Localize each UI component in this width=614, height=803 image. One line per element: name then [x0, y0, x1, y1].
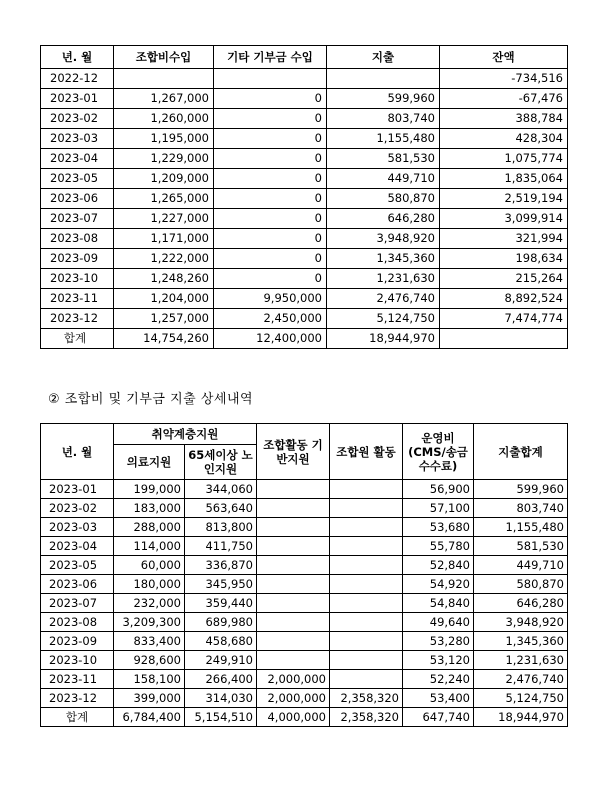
table-row [41, 129, 568, 149]
row-month-cell: 2023-11 [41, 289, 114, 309]
row-value-cell: 1,345,360 [327, 249, 440, 269]
row-month-cell: 2023-04 [41, 537, 114, 556]
row-month-cell: 2023-10 [41, 651, 114, 670]
table-row [41, 594, 568, 613]
row-value-cell: 8,892,524 [440, 289, 568, 309]
table1-body [41, 69, 568, 349]
table-row [41, 109, 568, 129]
row-value-cell [257, 594, 330, 613]
row-month-cell: 2023-06 [41, 189, 114, 209]
row-value-cell [257, 518, 330, 537]
total-value-cell: 6,784,400 [114, 708, 185, 727]
row-value-cell: 803,740 [474, 499, 568, 518]
row-value-cell: 5,124,750 [474, 689, 568, 708]
header-union-activity-support: 조합활동 기반지원 [257, 424, 330, 480]
row-value-cell: 3,948,920 [327, 229, 440, 249]
header-vulnerable-support: 취약계층지원 [114, 424, 257, 445]
row-month-cell: 2023-08 [41, 229, 114, 249]
table2-header-row-1 [41, 424, 568, 445]
row-month-cell: 2023-07 [41, 209, 114, 229]
row-value-cell [214, 69, 327, 89]
table-row [41, 69, 568, 89]
table2-body [41, 480, 568, 727]
table-row [41, 189, 568, 209]
row-value-cell: 158,100 [114, 670, 185, 689]
row-month-cell: 2023-02 [41, 109, 114, 129]
row-value-cell: 1,222,000 [114, 249, 214, 269]
row-value-cell [330, 632, 403, 651]
row-value-cell: 53,280 [403, 632, 474, 651]
total-label: 합계 [41, 708, 114, 727]
row-value-cell: 2,358,320 [330, 689, 403, 708]
total-value-cell: 4,000,000 [257, 708, 330, 727]
row-value-cell [330, 670, 403, 689]
header-union-fee-income: 조합비수입 [114, 46, 214, 69]
table-row [41, 613, 568, 632]
header-medical-support: 의료지원 [114, 445, 185, 480]
row-value-cell: 1,257,000 [114, 309, 214, 329]
row-value-cell: 54,920 [403, 575, 474, 594]
row-value-cell: 54,840 [403, 594, 474, 613]
row-month-cell: 2023-07 [41, 594, 114, 613]
row-value-cell: 411,750 [185, 537, 257, 556]
row-month-cell: 2023-03 [41, 518, 114, 537]
table-row [41, 229, 568, 249]
row-value-cell: 57,100 [403, 499, 474, 518]
row-value-cell: 0 [214, 269, 327, 289]
row-month-cell: 2022-12 [41, 69, 114, 89]
table-row [41, 269, 568, 289]
header-balance: 잔액 [440, 46, 568, 69]
table-row [41, 480, 568, 499]
table-row [41, 537, 568, 556]
row-value-cell: 928,600 [114, 651, 185, 670]
header-expense: 지출 [327, 46, 440, 69]
row-value-cell [257, 651, 330, 670]
table-row [41, 670, 568, 689]
row-value-cell: 1,171,000 [114, 229, 214, 249]
income-balance-table [40, 45, 568, 349]
table-row [41, 518, 568, 537]
row-value-cell: 2,476,740 [327, 289, 440, 309]
row-value-cell: 288,000 [114, 518, 185, 537]
row-value-cell: 53,400 [403, 689, 474, 708]
table-row [41, 149, 568, 169]
row-value-cell: 55,780 [403, 537, 474, 556]
row-value-cell: 3,948,920 [474, 613, 568, 632]
row-month-cell: 2023-05 [41, 169, 114, 189]
row-value-cell: 0 [214, 109, 327, 129]
table-row [41, 575, 568, 594]
row-month-cell: 2023-10 [41, 269, 114, 289]
row-month-cell: 2023-06 [41, 575, 114, 594]
row-value-cell: 0 [214, 229, 327, 249]
row-month-cell: 2023-08 [41, 613, 114, 632]
row-value-cell [257, 499, 330, 518]
row-value-cell: 1,231,630 [327, 269, 440, 289]
row-value-cell: 1,248,260 [114, 269, 214, 289]
row-value-cell: 388,784 [440, 109, 568, 129]
table-row [41, 651, 568, 670]
row-value-cell [330, 537, 403, 556]
row-value-cell: 646,280 [327, 209, 440, 229]
row-value-cell: 0 [214, 129, 327, 149]
row-value-cell: 563,640 [185, 499, 257, 518]
table-row [41, 632, 568, 651]
row-value-cell: 52,840 [403, 556, 474, 575]
row-month-cell: 2023-05 [41, 556, 114, 575]
row-value-cell [257, 613, 330, 632]
table-row [41, 309, 568, 329]
row-value-cell: 803,740 [327, 109, 440, 129]
row-value-cell: 359,440 [185, 594, 257, 613]
row-value-cell: 52,240 [403, 670, 474, 689]
row-value-cell: -67,476 [440, 89, 568, 109]
row-value-cell: 345,950 [185, 575, 257, 594]
row-value-cell: 336,870 [185, 556, 257, 575]
row-value-cell [330, 613, 403, 632]
row-value-cell: 581,530 [327, 149, 440, 169]
row-value-cell: 1,075,774 [440, 149, 568, 169]
row-month-cell: 2023-11 [41, 670, 114, 689]
section-title: ② 조합비 및 기부금 지출 상세내역 [48, 392, 254, 407]
row-value-cell: 232,000 [114, 594, 185, 613]
row-value-cell [257, 575, 330, 594]
row-value-cell: 3,209,300 [114, 613, 185, 632]
row-value-cell: 314,030 [185, 689, 257, 708]
row-value-cell: 114,000 [114, 537, 185, 556]
total-value-cell: 12,400,000 [214, 329, 327, 349]
row-value-cell: 2,000,000 [257, 670, 330, 689]
row-value-cell: 1,835,064 [440, 169, 568, 189]
total-value-cell: 18,944,970 [327, 329, 440, 349]
total-value-cell: 2,358,320 [330, 708, 403, 727]
expense-detail-table [40, 423, 568, 727]
row-month-cell: 2023-01 [41, 89, 114, 109]
total-value-cell: 18,944,970 [474, 708, 568, 727]
row-value-cell: 833,400 [114, 632, 185, 651]
table-row [41, 249, 568, 269]
row-value-cell: 2,476,740 [474, 670, 568, 689]
row-month-cell: 2023-12 [41, 309, 114, 329]
total-value-cell: 5,154,510 [185, 708, 257, 727]
header-other-donation-income: 기타 기부금 수입 [214, 46, 327, 69]
total-row [41, 329, 568, 349]
row-value-cell: 7,474,774 [440, 309, 568, 329]
row-value-cell: 9,950,000 [214, 289, 327, 309]
row-value-cell [330, 518, 403, 537]
row-value-cell: 2,450,000 [214, 309, 327, 329]
row-value-cell [330, 575, 403, 594]
row-value-cell [330, 499, 403, 518]
row-value-cell: 1,155,480 [327, 129, 440, 149]
row-value-cell: 399,000 [114, 689, 185, 708]
row-value-cell [330, 651, 403, 670]
row-value-cell: 1,227,000 [114, 209, 214, 229]
row-value-cell: 449,710 [327, 169, 440, 189]
row-value-cell: 599,960 [327, 89, 440, 109]
table-row [41, 556, 568, 575]
table-row [41, 499, 568, 518]
row-month-cell: 2023-01 [41, 480, 114, 499]
row-value-cell: 198,634 [440, 249, 568, 269]
row-value-cell: 344,060 [185, 480, 257, 499]
row-value-cell: 646,280 [474, 594, 568, 613]
row-value-cell [114, 69, 214, 89]
row-value-cell: 599,960 [474, 480, 568, 499]
header-elderly-support: 65세이상 노인지원 [185, 445, 257, 480]
row-value-cell: 1,265,000 [114, 189, 214, 209]
table-row [41, 89, 568, 109]
total-row [41, 708, 568, 727]
row-value-cell [327, 69, 440, 89]
row-value-cell: 1,260,000 [114, 109, 214, 129]
row-value-cell: 1,229,000 [114, 149, 214, 169]
row-month-cell: 2023-09 [41, 249, 114, 269]
row-value-cell: -734,516 [440, 69, 568, 89]
total-value-cell: 14,754,260 [114, 329, 214, 349]
row-value-cell: 0 [214, 209, 327, 229]
row-value-cell: 2,519,194 [440, 189, 568, 209]
row-value-cell: 1,155,480 [474, 518, 568, 537]
row-value-cell: 56,900 [403, 480, 474, 499]
row-value-cell: 266,400 [185, 670, 257, 689]
row-month-cell: 2023-02 [41, 499, 114, 518]
row-value-cell: 0 [214, 189, 327, 209]
table-row [41, 209, 568, 229]
row-value-cell: 60,000 [114, 556, 185, 575]
header-operating-cost: 운영비 (CMS/송금 수수료) [403, 424, 474, 480]
row-value-cell [257, 556, 330, 575]
row-month-cell: 2023-12 [41, 689, 114, 708]
row-value-cell: 1,345,360 [474, 632, 568, 651]
row-value-cell: 813,800 [185, 518, 257, 537]
row-value-cell: 458,680 [185, 632, 257, 651]
row-value-cell: 49,640 [403, 613, 474, 632]
row-month-cell: 2023-03 [41, 129, 114, 149]
row-value-cell [330, 594, 403, 613]
row-value-cell: 199,000 [114, 480, 185, 499]
row-value-cell [330, 480, 403, 499]
row-value-cell: 215,264 [440, 269, 568, 289]
row-value-cell: 428,304 [440, 129, 568, 149]
row-value-cell [257, 480, 330, 499]
header-month: 년. 월 [41, 424, 114, 480]
row-value-cell: 1,204,000 [114, 289, 214, 309]
row-month-cell: 2023-09 [41, 632, 114, 651]
total-value-cell [440, 329, 568, 349]
header-expense-total: 지출합계 [474, 424, 568, 480]
row-value-cell: 689,980 [185, 613, 257, 632]
row-value-cell: 0 [214, 249, 327, 269]
row-value-cell: 249,910 [185, 651, 257, 670]
total-label: 합계 [41, 329, 114, 349]
row-value-cell: 3,099,914 [440, 209, 568, 229]
table-row [41, 169, 568, 189]
total-value-cell: 647,740 [403, 708, 474, 727]
row-value-cell: 581,530 [474, 537, 568, 556]
table-row [41, 289, 568, 309]
row-value-cell: 53,120 [403, 651, 474, 670]
header-member-activity: 조합원 활동 [330, 424, 403, 480]
row-value-cell [257, 632, 330, 651]
row-value-cell: 449,710 [474, 556, 568, 575]
row-value-cell: 580,870 [327, 189, 440, 209]
table1-header-row [41, 46, 568, 69]
row-value-cell: 183,000 [114, 499, 185, 518]
row-value-cell: 1,231,630 [474, 651, 568, 670]
row-value-cell: 1,209,000 [114, 169, 214, 189]
row-value-cell: 1,267,000 [114, 89, 214, 109]
row-value-cell: 580,870 [474, 575, 568, 594]
table-row [41, 689, 568, 708]
row-value-cell [257, 537, 330, 556]
row-value-cell: 0 [214, 149, 327, 169]
row-month-cell: 2023-04 [41, 149, 114, 169]
row-value-cell: 180,000 [114, 575, 185, 594]
row-value-cell: 1,195,000 [114, 129, 214, 149]
header-month: 년. 월 [41, 46, 114, 69]
row-value-cell: 0 [214, 169, 327, 189]
row-value-cell: 53,680 [403, 518, 474, 537]
row-value-cell: 2,000,000 [257, 689, 330, 708]
row-value-cell: 0 [214, 89, 327, 109]
row-value-cell: 5,124,750 [327, 309, 440, 329]
row-value-cell: 321,994 [440, 229, 568, 249]
row-value-cell [330, 556, 403, 575]
